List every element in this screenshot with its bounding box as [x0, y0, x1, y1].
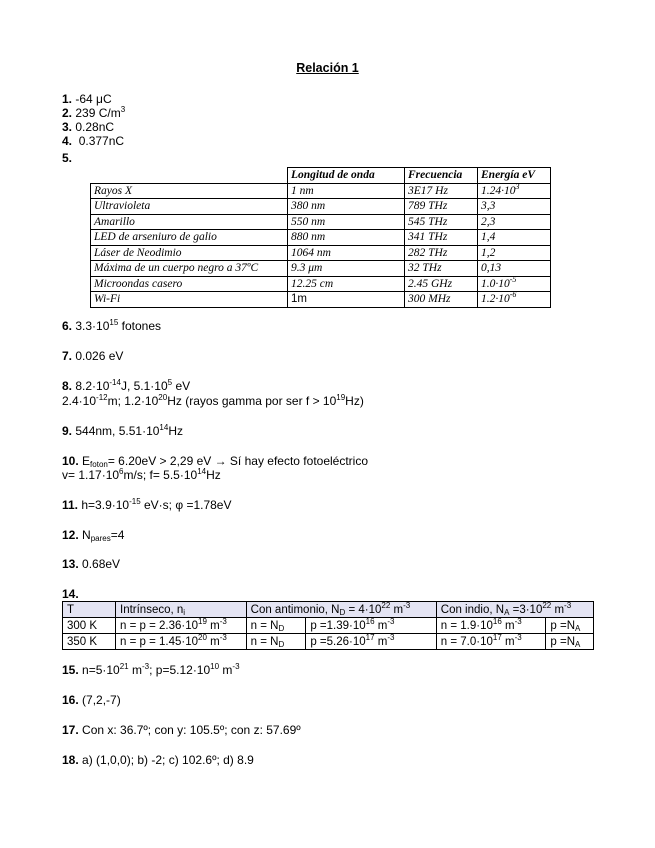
- answer-text: Hz: [168, 424, 183, 438]
- answer-2: [62, 106, 125, 120]
- exponent: -5: [509, 274, 517, 284]
- answer-text: Hz): [345, 394, 364, 408]
- answer-text: 8.2·10: [75, 379, 110, 393]
- energy-value: 3,3: [481, 200, 496, 213]
- answer-10-line-2: [62, 468, 221, 482]
- cell-wavelength: 1064 nm: [288, 245, 405, 261]
- header-energy: Energía eV: [478, 168, 551, 184]
- answer-text: n=5·10: [82, 663, 120, 677]
- exponent: 15: [109, 318, 119, 327]
- table-header-row: [91, 168, 551, 184]
- answer-number: 8.: [62, 379, 73, 393]
- answer-text: 239 C/m: [75, 106, 121, 120]
- table-row: [91, 199, 551, 215]
- answer-number: 10.: [62, 454, 79, 468]
- answer-number: 13.: [62, 557, 79, 571]
- answer-11: [62, 498, 232, 512]
- header-temperature: T: [63, 602, 116, 618]
- cell-text: p =1.39·10: [310, 619, 366, 632]
- cell-temperature: 350 K: [63, 634, 116, 650]
- cell-wavelength: 880 nm: [288, 230, 405, 246]
- exponent: 19: [198, 616, 207, 626]
- answer-text: 2.4·10: [62, 394, 97, 408]
- exponent: 22: [542, 600, 552, 610]
- cell-wavelength: 1m: [288, 292, 405, 308]
- cell-name: Microondas casero: [91, 276, 288, 292]
- table-header-row: [63, 602, 594, 618]
- cell-energy: [478, 245, 551, 261]
- cell-antimony-p: [306, 618, 436, 634]
- answer-6: [62, 319, 161, 333]
- cell-wavelength: 9.3 μm: [288, 261, 405, 277]
- answer-text: Con x: 36.7º; con y: 105.5º; con z: 57.69º: [82, 723, 301, 737]
- header-text: = 4·10: [345, 603, 382, 616]
- cell-text: n = N: [250, 635, 279, 648]
- cell-antimony-n: [246, 618, 306, 634]
- cell-energy: [478, 214, 551, 230]
- cell-name: Láser de Neodimio: [91, 245, 288, 261]
- cell-indium-n: [436, 634, 546, 650]
- answer-text: 0.28nC: [75, 120, 115, 134]
- answer-text: m: [219, 663, 233, 677]
- cell-wavelength: 550 nm: [288, 214, 405, 230]
- answer-text: Hz (rayos gamma por ser f > 10: [167, 394, 337, 408]
- subscript: A: [575, 623, 581, 633]
- cell-text: p =N: [550, 619, 576, 632]
- answer-text: 0.377nC: [78, 134, 125, 148]
- exponent: -3: [387, 616, 395, 626]
- cell-frequency: 3E17 Hz: [405, 183, 478, 199]
- answer-text: N: [82, 528, 91, 542]
- exponent: 21: [119, 662, 129, 671]
- cell-frequency: 282 THz: [405, 245, 478, 261]
- exponent: -12: [96, 393, 108, 402]
- answer-14: [62, 587, 79, 601]
- answer-text: a) (1,0,0); b) -2; c) 102.6º; d) 8.9: [82, 753, 254, 767]
- cell-frequency: 341 THz: [405, 230, 478, 246]
- answer-17: [62, 723, 301, 737]
- cell-text: n = p = 2.36·10: [120, 619, 199, 632]
- header-intrinsic: [116, 602, 247, 618]
- answer-text: m; 1.2·10: [107, 394, 159, 408]
- exponent: 19: [336, 393, 346, 402]
- cell-name: Máxima de un cuerpo negro a 37ºC: [91, 261, 288, 277]
- cell-name: LED de arseniuro de galio: [91, 230, 288, 246]
- answer-number: 5.: [62, 151, 73, 165]
- exponent: 16: [492, 616, 502, 626]
- energy-value: 1.0·10: [481, 277, 510, 290]
- cell-name: Amarillo: [91, 214, 288, 230]
- exponent: 22: [381, 600, 391, 610]
- cell-text: m: [374, 619, 388, 632]
- exponent: -6: [509, 290, 517, 300]
- exponent: 3: [515, 181, 520, 191]
- answer-5: [62, 151, 72, 165]
- answer-number: 6.: [62, 319, 73, 333]
- table-row: [91, 214, 551, 230]
- cell-intrinsic: [116, 634, 247, 650]
- exponent: 10: [210, 662, 220, 671]
- answer-number: 17.: [62, 723, 79, 737]
- exponent: -3: [219, 632, 227, 642]
- answer-number: 18.: [62, 753, 79, 767]
- cell-text: m: [374, 635, 388, 648]
- subscript: foton: [90, 460, 108, 469]
- cell-energy: [478, 183, 551, 199]
- table-corner-cell: [91, 168, 288, 184]
- answer-7: [62, 349, 123, 363]
- answer-number: 16.: [62, 693, 79, 707]
- exponent: 17: [365, 632, 375, 642]
- answer-8-line-2: [62, 394, 364, 408]
- answer-18: [62, 753, 254, 767]
- exponent: 5: [167, 378, 173, 387]
- cell-text: m: [206, 635, 220, 648]
- cell-wavelength: 12.25 cm: [288, 276, 405, 292]
- table-row: [91, 245, 551, 261]
- exponent: -3: [219, 616, 227, 626]
- answer-text: 3.3·10: [75, 319, 110, 333]
- table-row: [91, 230, 551, 246]
- answer-number: 14.: [62, 587, 79, 601]
- answer-text: 544nm, 5.51·10: [75, 424, 160, 438]
- cell-frequency: 789 THz: [405, 199, 478, 215]
- answer-text: J, 5.1·10: [120, 379, 168, 393]
- answer-text: m: [128, 663, 142, 677]
- exponent: 20: [198, 632, 207, 642]
- header-indium: [436, 602, 593, 618]
- cell-energy: [478, 199, 551, 215]
- answer-15: [62, 663, 240, 677]
- answer-1: [62, 92, 112, 106]
- exponent: 14: [159, 423, 169, 432]
- answer-number: 7.: [62, 349, 73, 363]
- table-row: [91, 261, 551, 277]
- header-text: Con indio, N: [440, 603, 505, 616]
- subscript: A: [504, 607, 510, 617]
- exponent: 14: [197, 467, 207, 476]
- answer-text: (7,2,-7): [82, 693, 121, 707]
- answer-number: 3.: [62, 120, 73, 134]
- answer-text: =4: [110, 528, 125, 542]
- cell-text: m: [206, 619, 220, 632]
- exponent: 16: [365, 616, 375, 626]
- cell-indium-p: [546, 634, 594, 650]
- answer-4: [62, 134, 124, 148]
- answer-10: [62, 454, 368, 468]
- answer-12: [62, 528, 124, 542]
- answer-number: 15.: [62, 663, 79, 677]
- cell-indium-n: [436, 618, 546, 634]
- answer-text: eV·s; φ =1.78eV: [140, 498, 232, 512]
- table-row: [91, 292, 551, 308]
- cell-text: n = 7.0·10: [440, 635, 493, 648]
- cell-text: m: [501, 635, 515, 648]
- answer-3: [62, 120, 114, 134]
- answer-number: 9.: [62, 424, 73, 438]
- exponent: -3: [387, 632, 395, 642]
- header-text: m: [551, 603, 565, 616]
- exponent: -3: [232, 662, 240, 671]
- header-text: m: [390, 603, 404, 616]
- cell-antimony-p: [306, 634, 436, 650]
- answer-number: 12.: [62, 528, 79, 542]
- cell-wavelength: 380 nm: [288, 199, 405, 215]
- table-row: [91, 276, 551, 292]
- page-title: Relación 1: [296, 61, 359, 75]
- exponent: -3: [141, 662, 150, 671]
- cell-temperature: 300 K: [63, 618, 116, 634]
- answer-text: = 6.20eV > 2,29 eV → Sí hay efecto fotoeléctrico: [107, 454, 369, 468]
- cell-energy: [478, 292, 551, 308]
- cell-frequency: 32 THz: [405, 261, 478, 277]
- cell-text: n = 1.9·10: [440, 619, 493, 632]
- answer-number: 11.: [62, 498, 79, 512]
- cell-frequency: 2.45 GHz: [405, 276, 478, 292]
- answer-13: [62, 557, 120, 571]
- exponent: -3: [403, 600, 411, 610]
- exponent: 6: [119, 467, 124, 476]
- answer-text: Hz: [206, 468, 221, 482]
- em-spectrum-table: [90, 167, 551, 308]
- subscript: D: [278, 639, 285, 649]
- answer-text: 0.68eV: [82, 557, 121, 571]
- answer-text: E: [82, 454, 91, 468]
- answer-8: [62, 379, 190, 393]
- answer-text: m/s; f= 5.5·10: [123, 468, 198, 482]
- cell-frequency: 545 THz: [405, 214, 478, 230]
- answer-text: eV: [172, 379, 191, 393]
- energy-value: 0,13: [481, 262, 502, 275]
- answer-text: fotones: [118, 319, 161, 333]
- cell-text: m: [501, 619, 515, 632]
- header-text: Intrínseco, n: [120, 603, 184, 616]
- energy-value: 1.24·10: [481, 184, 516, 197]
- cell-name: Rayos X: [91, 183, 288, 199]
- cell-name: Wi-Fi: [91, 292, 288, 308]
- header-text: Con antimonio, N: [250, 603, 340, 616]
- semiconductor-table: [62, 601, 594, 650]
- cell-text: p =5.26·10: [310, 635, 366, 648]
- header-text: =3·10: [509, 603, 543, 616]
- cell-name: Ultravioleta: [91, 199, 288, 215]
- table-row: [91, 183, 551, 199]
- exponent: -3: [514, 632, 522, 642]
- subscript: A: [575, 639, 581, 649]
- cell-energy: [478, 276, 551, 292]
- subscript: D: [278, 623, 285, 633]
- answer-text: 0.026 eV: [75, 349, 124, 363]
- cell-frequency: 300 MHz: [405, 292, 478, 308]
- answer-number: 4.: [62, 134, 73, 148]
- energy-value: 1,4: [481, 231, 496, 244]
- cell-text: p =N: [550, 635, 576, 648]
- energy-value: 1,2: [481, 246, 496, 259]
- cell-text: n = p = 1.45·10: [120, 635, 199, 648]
- answer-9: [62, 424, 183, 438]
- header-antimony: [246, 602, 436, 618]
- cell-antimony-n: [246, 634, 306, 650]
- answer-text: h=3.9·10: [81, 498, 130, 512]
- answer-number: 2.: [62, 106, 73, 120]
- subscript: i: [183, 607, 186, 617]
- cell-energy: [478, 230, 551, 246]
- energy-value: 1.2·10: [481, 293, 510, 306]
- cell-indium-p: [546, 618, 594, 634]
- header-wavelength: Longitud de onda: [288, 168, 405, 184]
- answer-text: v= 1.17·10: [62, 468, 120, 482]
- cell-energy: [478, 261, 551, 277]
- header-frequency: Frecuencia: [405, 168, 478, 184]
- cell-intrinsic: [116, 618, 247, 634]
- table-row: [63, 634, 594, 650]
- table-row: [63, 618, 594, 634]
- energy-value: 2,3: [481, 215, 496, 228]
- answer-number: 1.: [62, 92, 73, 106]
- cell-wavelength: 1 nm: [288, 183, 405, 199]
- answer-text: ; p=5.12·10: [149, 663, 211, 677]
- subscript: D: [339, 607, 346, 617]
- answer-text: -64 μC: [75, 92, 112, 106]
- exponent: 3: [120, 105, 126, 114]
- exponent: -3: [564, 600, 572, 610]
- exponent: 20: [158, 393, 168, 402]
- exponent: 17: [492, 632, 502, 642]
- subscript: pares: [90, 534, 111, 543]
- answer-16: [62, 693, 121, 707]
- exponent: -15: [129, 497, 141, 506]
- cell-text: n = N: [250, 619, 279, 632]
- exponent: -3: [514, 616, 522, 626]
- exponent: -14: [109, 378, 121, 387]
